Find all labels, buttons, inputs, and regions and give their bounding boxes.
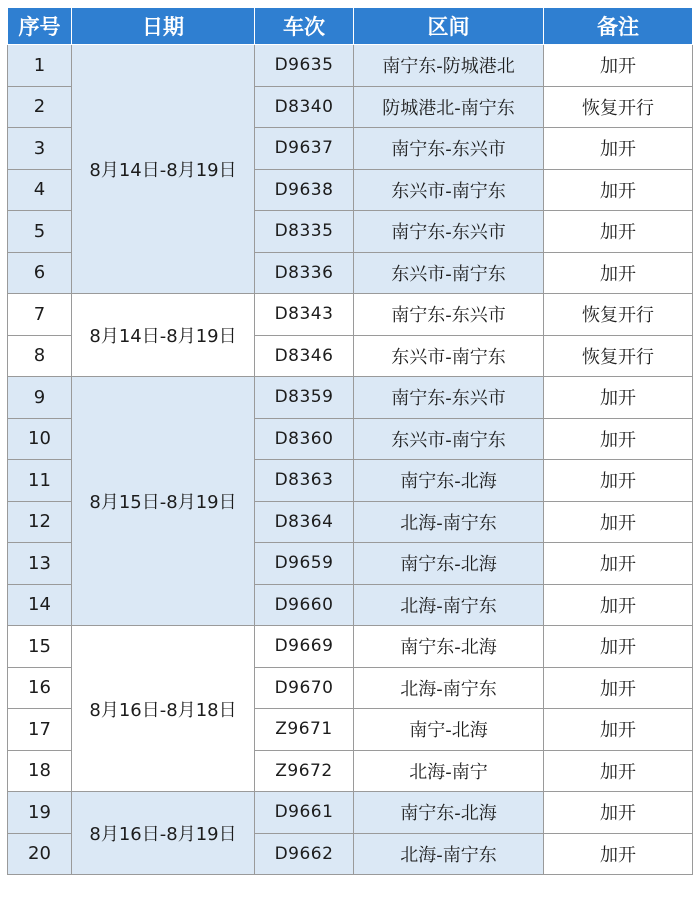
note-cell: 加开 [544,833,693,875]
row-index-cell: 2 [8,86,72,128]
route-cell: 北海-南宁东 [354,584,544,626]
note-cell: 加开 [544,626,693,668]
route-cell: 南宁东-东兴市 [354,377,544,419]
route-cell: 北海-南宁东 [354,501,544,543]
date-range-cell: 8月14日-8月19日 [72,45,255,294]
train-number-cell: D8340 [255,86,354,128]
route-cell: 东兴市-南宁东 [354,252,544,294]
train-number-cell: D8364 [255,501,354,543]
date-range-cell: 8月16日-8月19日 [72,792,255,875]
row-index-cell: 20 [8,833,72,875]
header-route: 区间 [354,8,544,45]
train-number-cell: D9638 [255,169,354,211]
note-cell: 加开 [544,792,693,834]
train-number-cell: Z9671 [255,709,354,751]
route-cell: 北海-南宁东 [354,833,544,875]
row-index-cell: 14 [8,584,72,626]
train-number-cell: D8346 [255,335,354,377]
table-row [8,377,693,419]
table-row [8,792,693,834]
train-number-cell: D9660 [255,584,354,626]
train-number-cell: D8360 [255,418,354,460]
route-cell: 南宁东-防城港北 [354,45,544,87]
schedule-table-wrapper [7,7,692,875]
note-cell: 加开 [544,709,693,751]
row-index-cell: 12 [8,501,72,543]
note-cell: 加开 [544,750,693,792]
note-cell: 加开 [544,377,693,419]
table-row [8,626,693,668]
train-number-cell: D9637 [255,128,354,170]
row-index-cell: 17 [8,709,72,751]
row-index-cell: 8 [8,335,72,377]
date-range-cell: 8月15日-8月19日 [72,377,255,626]
route-cell: 南宁东-东兴市 [354,211,544,253]
route-cell: 北海-南宁东 [354,667,544,709]
train-number-cell: D9635 [255,45,354,87]
note-cell: 加开 [544,543,693,585]
note-cell: 加开 [544,45,693,87]
train-number-cell: D9662 [255,833,354,875]
note-cell: 加开 [544,460,693,502]
row-index-cell: 13 [8,543,72,585]
note-cell: 加开 [544,211,693,253]
route-cell: 东兴市-南宁东 [354,418,544,460]
train-number-cell: D8343 [255,294,354,336]
train-schedule-table [7,7,693,875]
date-range-cell: 8月14日-8月19日 [72,294,255,377]
row-index-cell: 7 [8,294,72,336]
row-index-cell: 15 [8,626,72,668]
note-cell: 加开 [544,252,693,294]
route-cell: 防城港北-南宁东 [354,86,544,128]
route-cell: 东兴市-南宁东 [354,335,544,377]
note-cell: 加开 [544,128,693,170]
route-cell: 南宁东-北海 [354,626,544,668]
train-number-cell: D8336 [255,252,354,294]
row-index-cell: 5 [8,211,72,253]
row-index-cell: 3 [8,128,72,170]
row-index-cell: 1 [8,45,72,87]
row-index-cell: 19 [8,792,72,834]
route-cell: 南宁东-东兴市 [354,128,544,170]
header-date: 日期 [72,8,255,45]
note-cell: 加开 [544,418,693,460]
note-cell: 加开 [544,169,693,211]
note-cell: 恢复开行 [544,335,693,377]
row-index-cell: 9 [8,377,72,419]
date-range-cell: 8月16日-8月18日 [72,626,255,792]
table-row [8,294,693,336]
train-number-cell: D8335 [255,211,354,253]
note-cell: 恢复开行 [544,294,693,336]
train-number-cell: D9670 [255,667,354,709]
row-index-cell: 16 [8,667,72,709]
header-train: 车次 [255,8,354,45]
note-cell: 加开 [544,584,693,626]
note-cell: 加开 [544,667,693,709]
train-number-cell: D8359 [255,377,354,419]
train-number-cell: D8363 [255,460,354,502]
table-row [8,45,693,87]
train-number-cell: D9659 [255,543,354,585]
row-index-cell: 4 [8,169,72,211]
route-cell: 南宁东-东兴市 [354,294,544,336]
train-number-cell: D9661 [255,792,354,834]
row-index-cell: 6 [8,252,72,294]
header-note: 备注 [544,8,693,45]
route-cell: 南宁东-北海 [354,460,544,502]
route-cell: 东兴市-南宁东 [354,169,544,211]
header-index: 序号 [8,8,72,45]
route-cell: 南宁东-北海 [354,543,544,585]
train-number-cell: D9669 [255,626,354,668]
note-cell: 加开 [544,501,693,543]
route-cell: 北海-南宁 [354,750,544,792]
row-index-cell: 11 [8,460,72,502]
train-number-cell: Z9672 [255,750,354,792]
row-index-cell: 10 [8,418,72,460]
note-cell: 恢复开行 [544,86,693,128]
route-cell: 南宁东-北海 [354,792,544,834]
table-body [8,45,693,875]
row-index-cell: 18 [8,750,72,792]
route-cell: 南宁-北海 [354,709,544,751]
header-row [8,8,693,45]
